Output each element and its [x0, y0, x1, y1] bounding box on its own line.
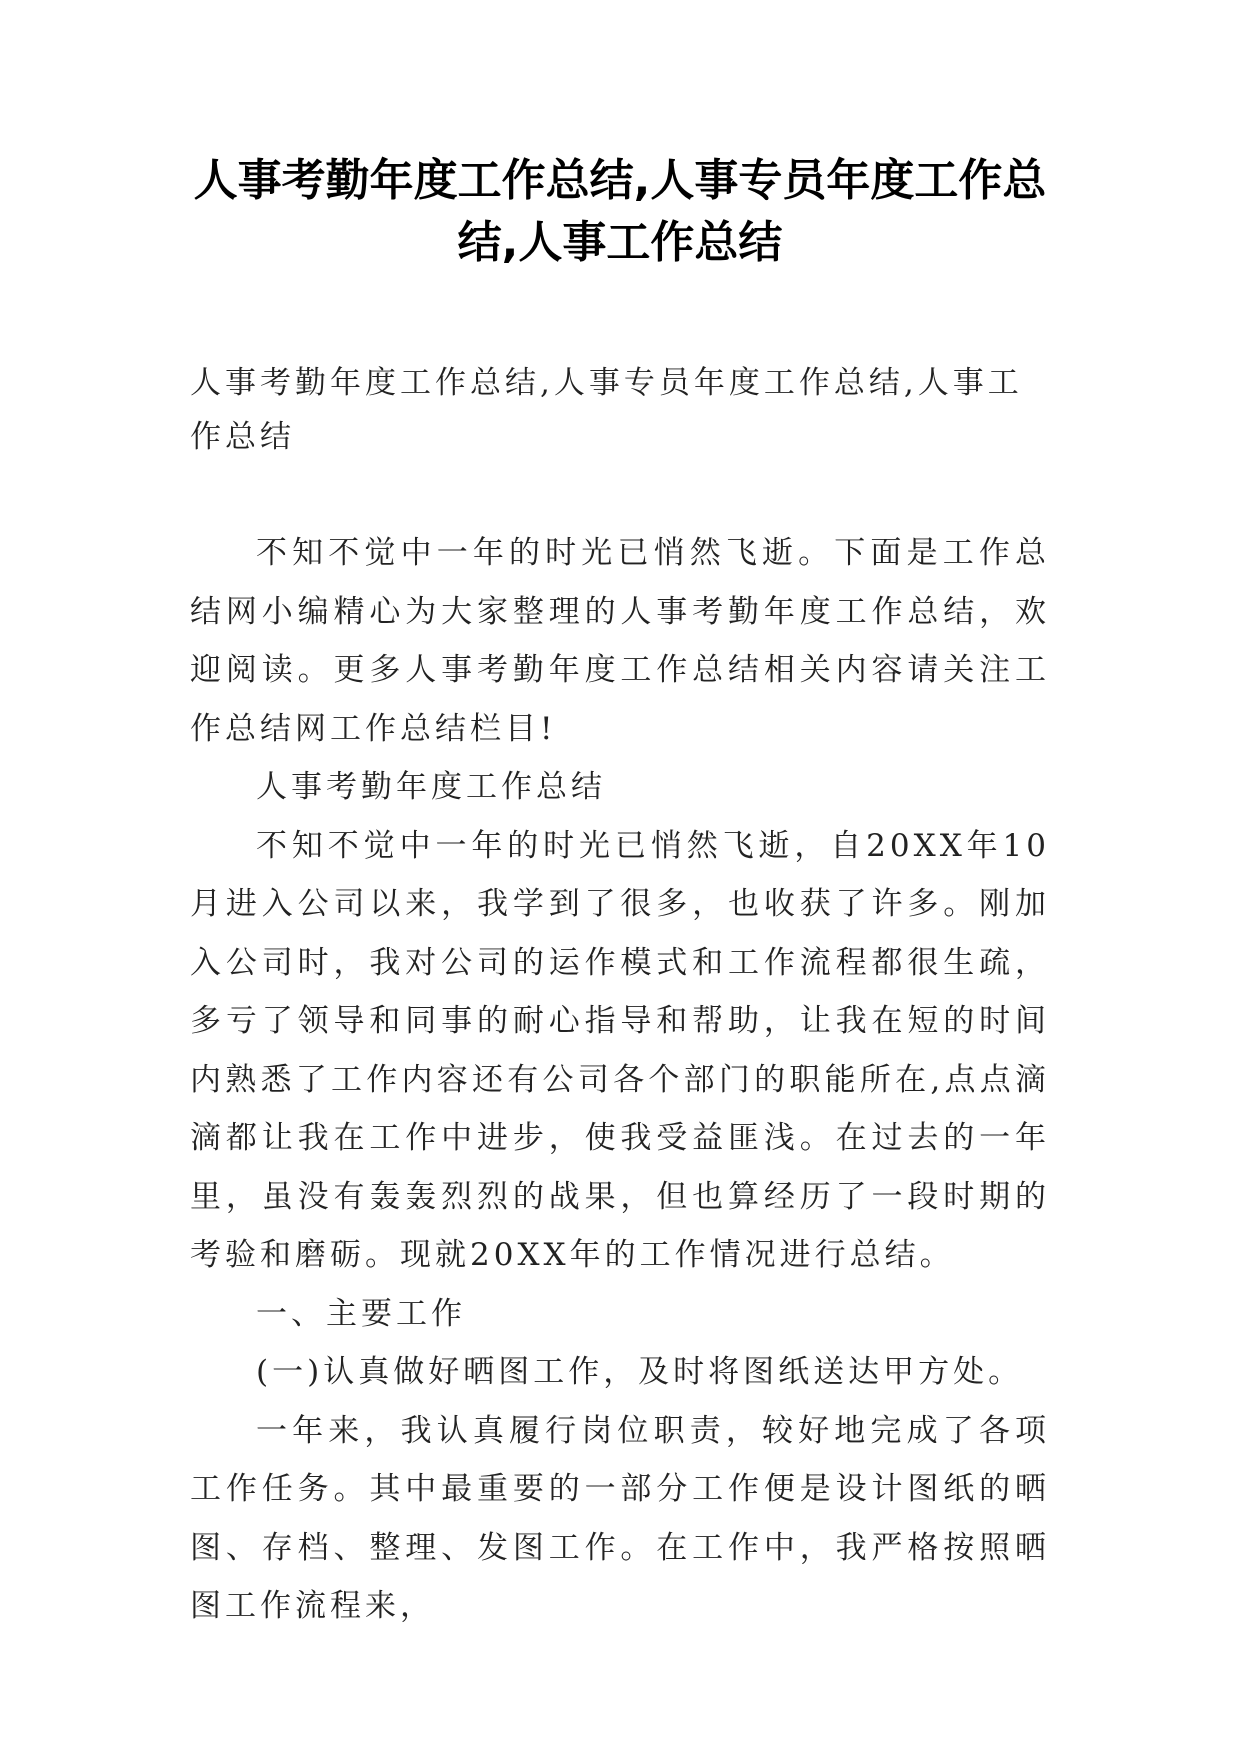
- subsection-heading-1: (一)认真做好晒图工作，及时将图纸送达甲方处。: [256, 1354, 1024, 1390]
- document-body: [190, 524, 1050, 1636]
- paragraph-work-detail: 一年来，我认真履行岗位职责，较好地完成了各项工作任务。其中最重要的一部分工作便是设计图纸的晒图、存档、整理、发图工作。在工作中，我严格按照晒图工作流程来，: [190, 1412, 1050, 1624]
- paragraph-intro: 不知不觉中一年的时光已悄然飞逝。下面是工作总结网小编精心为大家整理的人事考勤年度工作总结，欢迎阅读。更多人事考勤年度工作总结相关内容请关注工作总结网工作总结栏目!: [190, 535, 1050, 747]
- paragraph-heading: 人事考勤年度工作总结: [256, 769, 606, 805]
- section-heading-main-work: 一、主要工作: [256, 1295, 466, 1332]
- paragraph-overview: 不知不觉中一年的时光已悄然飞逝，自20XX年10月进入公司以来，我学到了很多，也收获了许多。刚加入公司时，我对公司的运作模式和工作流程都很生疏，多亏了领导和同事的耐心指导和帮助，让我在短的时间内熟悉了工作内容还有公司各个部门的职能所在,点点滴滴都让我在工作中进步，使我受益匪浅。在过去的一年里，虽没有轰轰烈烈的战果，但也算经历了一段时期的考验和磨砺。现就20XX年的工作情况进行总结。: [190, 827, 1050, 1273]
- document-subtitle: 人事考勤年度工作总结,人事专员年度工作总结,人事工作总结: [190, 365, 1023, 455]
- document-title: 人事考勤年度工作总结,人事专员年度工作总结,人事工作总结: [193, 155, 1047, 268]
